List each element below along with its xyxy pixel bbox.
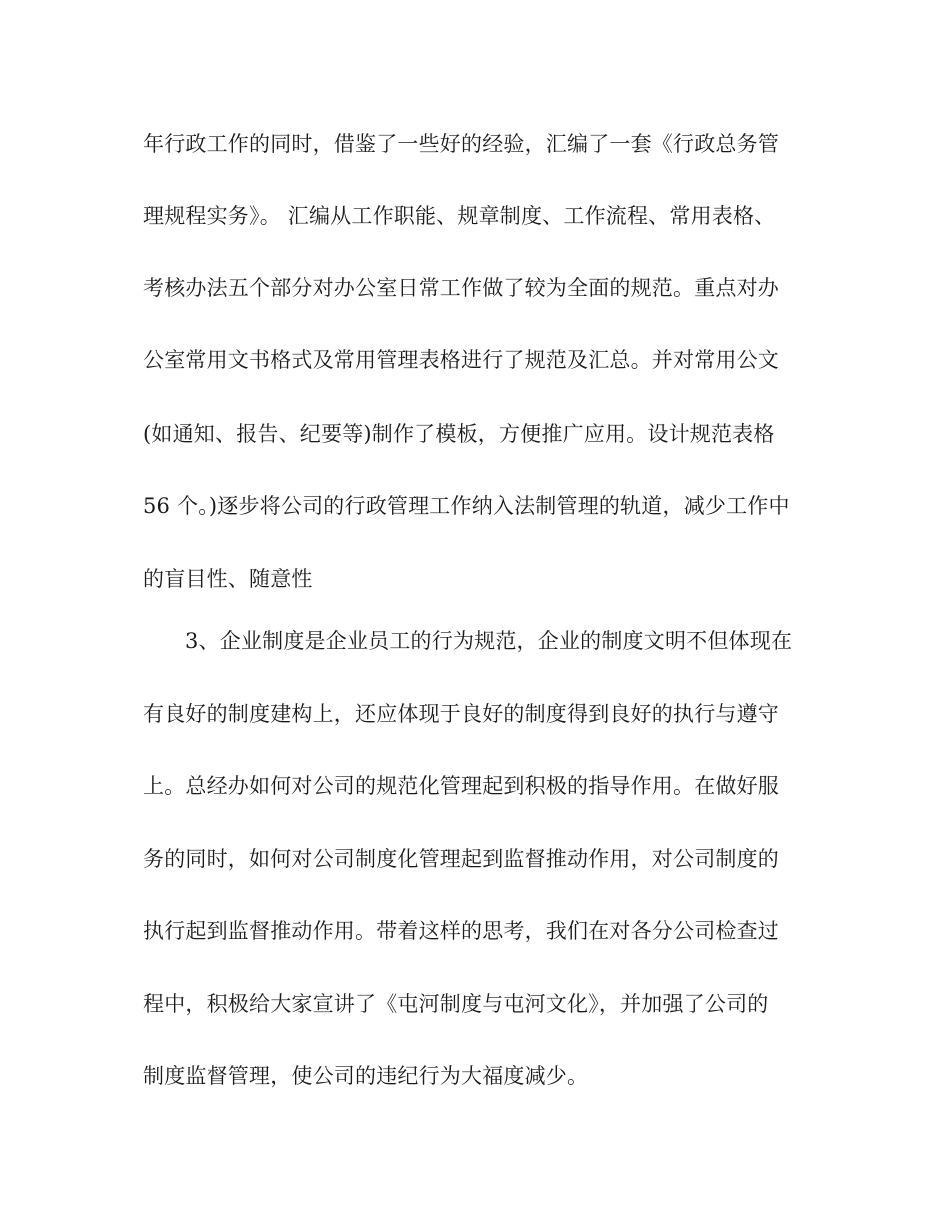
paragraph-line: 公室常用文书格式及常用管理表格进行了规范及汇总。并对常用公文 — [143, 348, 779, 372]
paragraph-line: 的盲目性、随意性 — [143, 567, 313, 591]
paragraph-line: 上。总经办如何对公司的规范化管理起到积极的指导作用。在做好服 — [143, 774, 779, 798]
paragraph-line: 制度监督管理，使公司的违纪行为大福度减少。 — [143, 1064, 589, 1088]
paragraph-line: 3、企业制度是企业员工的行为规范，企业的制度文明不但体现在 — [185, 629, 793, 653]
paragraph-line: 考核办法五个部分对办公室日常工作做了较为全面的规范。重点对办 — [143, 276, 779, 300]
paragraph-line: 56 个。)逐步将公司的行政管理工作纳入法制管理的轨道，减少工作中 — [143, 494, 790, 518]
paragraph-line: 理规程实务》。 汇编从工作职能、规章制度、工作流程、常用表格、 — [143, 204, 776, 228]
paragraph-line: 年行政工作的同时，借鉴了一些好的经验，汇编了一套《行政总务管 — [143, 132, 779, 156]
paragraph-line: 务的同时，如何对公司制度化管理起到监督推动作用，对公司制度的 — [143, 847, 779, 871]
paragraph-line: 程中，积极给大家宣讲了《屯河制度与屯河文化》，并加强了公司的 — [143, 992, 769, 1016]
paragraph-line: (如通知、报告、纪要等)制作了模板，方便推广应用。设计规范表格 — [143, 422, 775, 446]
paragraph-line: 有良好的制度建构上，还应体现于良好的制度得到良好的执行与遵守 — [143, 702, 779, 726]
paragraph-line: 执行起到监督推动作用。带着这样的思考，我们在对各分公司检查过 — [143, 919, 779, 943]
